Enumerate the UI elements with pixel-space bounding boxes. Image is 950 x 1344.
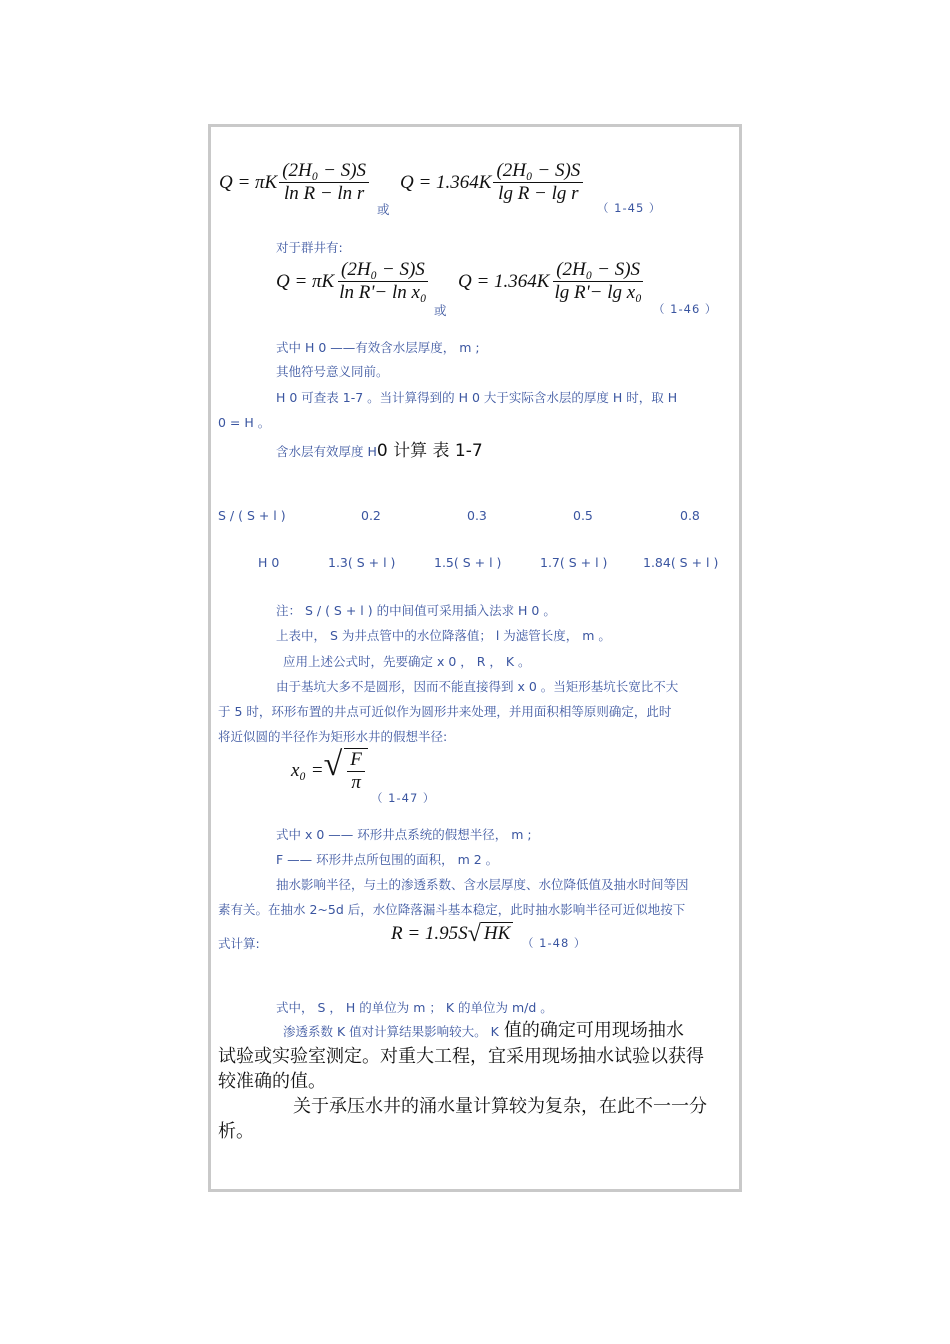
table-cell: 1.3( S + l ) <box>328 555 396 570</box>
fraction <box>344 748 368 794</box>
fraction <box>493 160 583 205</box>
paragraph: 将近似圆的半径作为矩形水井的假想半径: <box>218 729 448 744</box>
formula-1-45 <box>219 160 371 205</box>
formula-lhs: Q = πK <box>219 171 278 193</box>
paragraph: 析。 <box>218 1121 254 1142</box>
paragraph: 对于群井有: <box>276 240 343 255</box>
fraction <box>336 259 429 304</box>
formula-1-47 <box>291 748 370 794</box>
square-root <box>324 748 370 794</box>
or-label: 或 <box>434 303 447 318</box>
fraction <box>551 259 644 304</box>
equation-number: （ 1-48 ） <box>522 936 587 950</box>
table-cell: H 0 <box>258 555 280 570</box>
table-note: 注： S / ( S + l ) 的中间值可采用插入法求 H 0 。 <box>276 603 556 618</box>
formula-1-46-alt <box>458 259 647 304</box>
table-title-text: 含水层有效厚度 H <box>276 444 377 459</box>
paragraph-small-part: 渗透系数 K 值对计算结果影响较大。 K <box>283 1024 499 1039</box>
paragraph: 式中 x 0 —— 环形井点系统的假想半径， m ; <box>276 827 532 842</box>
formula-lhs: Q = πK <box>276 270 335 292</box>
paragraph: 于 5 时，环形布置的井点可近似作为圆形井来处理，并用面积相等原则确定，此时 <box>218 704 672 719</box>
numerator: (2H₀ − S)S <box>338 259 428 282</box>
table-cell: 1.7( S + l ) <box>540 555 608 570</box>
paragraph: 抽水影响半径，与土的渗透系数、含水层厚度、水位降低值及抽水时间等因 <box>276 877 689 892</box>
denominator: ln R − ln r <box>283 183 365 204</box>
paragraph: 式中 H 0 ——有效含水层厚度， m ; <box>276 340 480 355</box>
paragraph: 试验或实验室测定。对重大工程，宜采用现场抽水试验以获得 <box>218 1046 704 1067</box>
table-cell: 0.2 <box>361 508 381 523</box>
radical-sign: √ <box>323 746 343 783</box>
paragraph: 由于基坑大多不是圆形，因而不能直接得到 x 0 。当矩形基坑长宽比不大 <box>276 679 679 694</box>
paragraph: 较准确的值。 <box>218 1071 326 1092</box>
radical-sign: √ <box>467 921 481 947</box>
numerator: (2H₀ − S)S <box>493 160 583 183</box>
denominator: lg R'− lg x₀ <box>554 282 642 303</box>
paragraph: 素有关。在抽水 2~5d 后，水位降落漏斗基本稳定，此时抽水影响半径可近似地按下 <box>218 902 686 917</box>
table-title <box>276 436 483 461</box>
paragraph: H 0 可查表 1-7 。当计算得到的 H 0 大于实际含水层的厚度 H 时，取 H <box>276 390 678 405</box>
numerator: (2H₀ − S)S <box>553 259 643 282</box>
formula-1-48 <box>391 922 513 946</box>
numerator: F <box>347 749 365 772</box>
formula-1-45-alt <box>400 160 585 205</box>
paragraph-mixed <box>283 1018 684 1043</box>
paragraph-large-part: 值的确定可用现场抽水 <box>503 1020 684 1041</box>
equation-number: （ 1-45 ） <box>597 201 662 215</box>
equation-number: （ 1-46 ） <box>653 302 718 316</box>
equation-number: （ 1-47 ） <box>371 791 436 805</box>
radicand: HK <box>481 922 513 946</box>
fraction <box>279 160 369 205</box>
denominator: lg R − lg r <box>498 183 579 204</box>
paragraph: 0 = H 。 <box>218 415 271 430</box>
formula-lhs: Q = 1.364K <box>458 270 550 292</box>
paragraph: 上表中， S 为井点管中的水位降落值； l 为滤管长度， m 。 <box>276 628 611 643</box>
square-root <box>468 922 514 946</box>
paragraph: F —— 环形井点所包围的面积， m 2 。 <box>276 852 499 867</box>
paragraph: 关于承压水井的涌水量计算较为复杂，在此不一一分 <box>293 1096 707 1117</box>
paragraph: 其他符号意义同前。 <box>276 364 389 379</box>
paragraph: 应用上述公式时，先要确定 x 0 ， R ， K 。 <box>283 654 531 669</box>
denominator: π <box>351 772 361 793</box>
paragraph: 式计算: <box>218 936 260 951</box>
table-title-number: 0 计算 表 1-7 <box>376 441 483 461</box>
denominator: ln R'− ln x₀ <box>339 282 427 303</box>
table-cell: 1.5( S + l ) <box>434 555 502 570</box>
table-cell: 0.8 <box>680 508 700 523</box>
table-cell: 0.5 <box>573 508 593 523</box>
numerator: (2H₀ − S)S <box>279 160 369 183</box>
formula-lhs: R = 1.95S <box>391 923 468 944</box>
or-label: 或 <box>377 202 390 217</box>
table-cell: 0.3 <box>467 508 487 523</box>
table-cell: 1.84( S + l ) <box>643 555 719 570</box>
formula-lhs: x₀ = <box>291 760 324 781</box>
formula-1-46 <box>276 259 432 304</box>
paragraph: 式中， S ， H 的单位为 m ； K 的单位为 m/d 。 <box>276 1000 553 1015</box>
table-cell: S / ( S + l ) <box>218 508 286 523</box>
formula-lhs: Q = 1.364K <box>400 171 492 193</box>
